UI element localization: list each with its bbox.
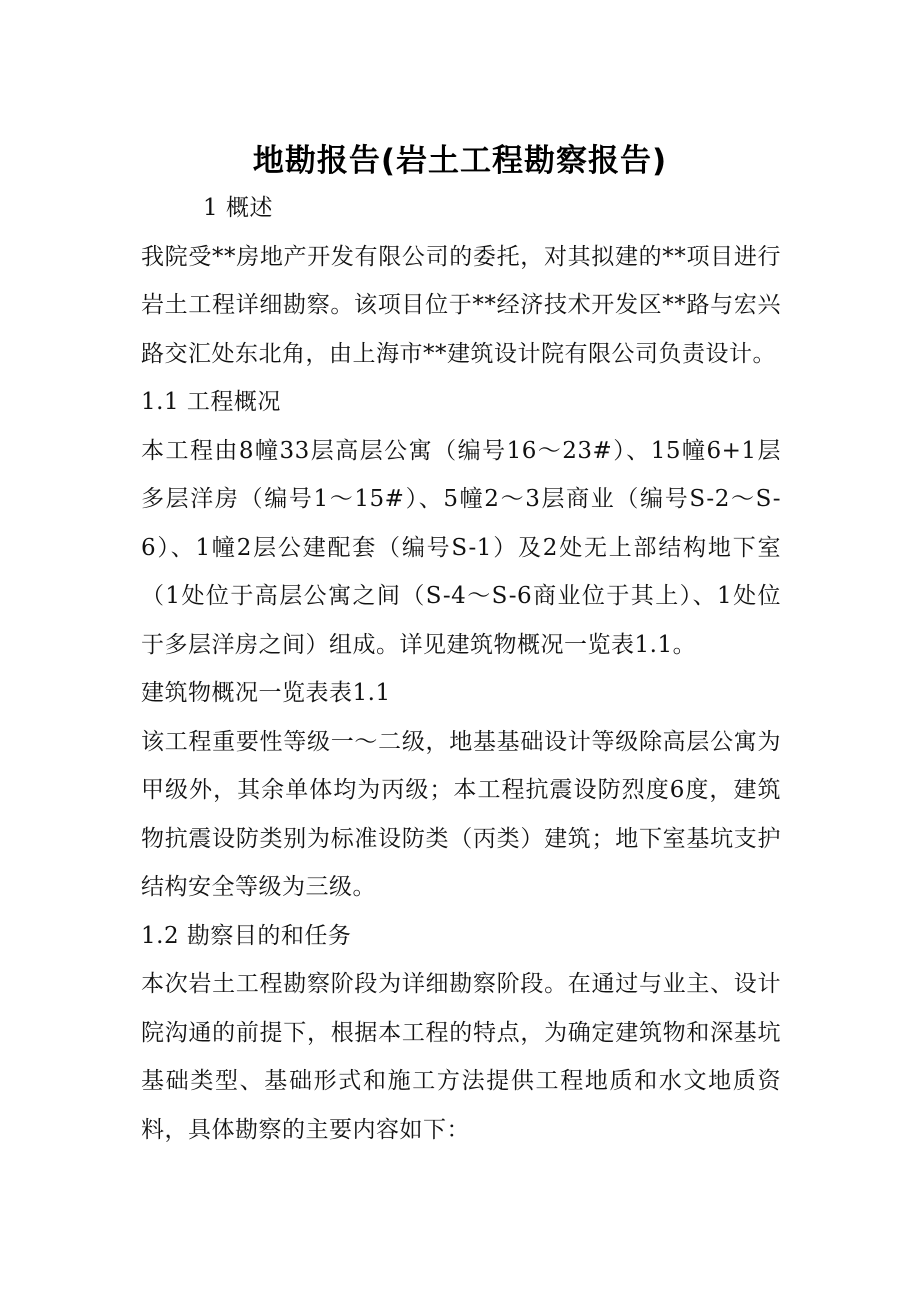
document-title: 地勘报告(岩土工程勘察报告) (252, 142, 668, 179)
section-heading-purpose: 1.2 勘察目的和任务 (141, 922, 352, 949)
paragraph-purpose: 本次岩土工程勘察阶段为详细勘察阶段。在通过与业主、设计院沟通的前提下，根据本工程的特点，为确定建筑物和深基坑基础类型、基础形式和施工方法提供工程地质和水文地质资料，具体勘察的主要内容如下： (141, 971, 781, 1143)
paragraph-project-overview: 本工程由8幢33层高层公寓（编号16～23#）、15幢6+1层多层洋房（编号1～15#）、5幢2～3层商业（编号S-2～S-6）、1幢2层公建配套（编号S-1）及2处无上部结构地下室（1处位于高层公寓之间（S-4～S-6商业位于其上）、1处位于多层洋房之间）组成。详见建筑物概况一览表1.1。 (141, 437, 781, 658)
table-caption: 建筑物概况一览表表1.1 (141, 680, 391, 706)
document-body (141, 184, 781, 1154)
section-heading-project-overview: 1.1 工程概况 (141, 389, 281, 415)
paragraph-overview: 我院受**房地产开发有限公司的委托，对其拟建的**项目进行岩土工程详细勘察。该项目位于**经济技术开发区**路与宏兴路交汇处东北角，由上海市**建筑设计院有限公司负责设计。 (141, 243, 781, 367)
section-heading-overview: 1 概述 (203, 195, 273, 221)
paragraph-importance-level: 该工程重要性等级一～二级，地基基础设计等级除高层公寓为甲级外，其余单体均为丙级；本工程抗震设防烈度6度，建筑物抗震设防类别为标准设防类（丙类）建筑；地下室基坑支护结构安全等级为三级。 (141, 728, 781, 900)
